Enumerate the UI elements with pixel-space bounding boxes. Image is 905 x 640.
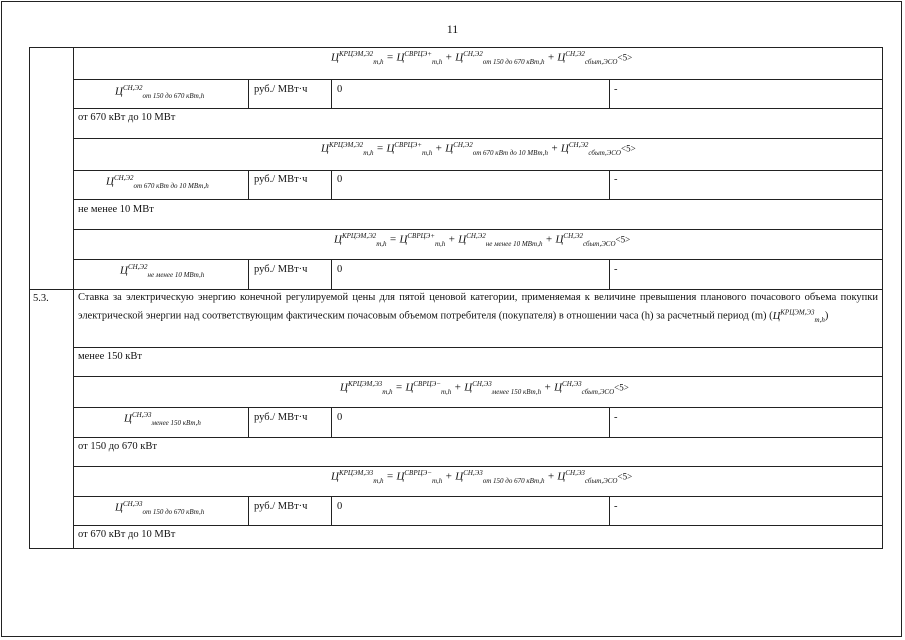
rule xyxy=(248,407,249,437)
band-label: от 670 кВт до 10 МВт xyxy=(78,529,176,540)
item-description: Ставка за электрическую энергию конечной регулируемой цены для пятой ценовой категории, применяемая к величине превышения планового почасового объема покупки электрической энергии над соответствующим фактическим почасовым объемом потребителя (покупателя) в отношении часа (h) за расчетный период (m) $(Ц^{КРЦЭМ,Э3}_{m,h})$ xyxy=(78,292,878,324)
rule xyxy=(73,376,882,377)
value-cell: 0 xyxy=(337,174,343,185)
tariff-symbol: $Ц^{СН,Э3}_{от 150 до 670 кВт,h}$ xyxy=(115,500,205,516)
tariff-symbol: $Ц^{СН,Э2}_{от 150 до 670 кВт,h}$ xyxy=(115,84,205,100)
item-number: 5.3. xyxy=(33,293,49,304)
rule xyxy=(73,199,882,200)
rule xyxy=(73,259,882,260)
value-cell: 0 xyxy=(337,264,343,275)
rule xyxy=(882,47,883,549)
unit-cell: руб./ МВт·ч xyxy=(254,174,308,185)
rule xyxy=(29,47,882,48)
rule xyxy=(331,496,332,525)
extra-cell: - xyxy=(614,264,618,275)
band-label: менее 150 кВт xyxy=(78,351,142,362)
band-label: от 670 кВт до 10 МВт xyxy=(78,112,176,123)
tariff-symbol: $Ц^{СН,Э2}_{не менее 10 МВт,h}$ xyxy=(120,263,205,279)
extra-cell: - xyxy=(614,501,618,512)
rule xyxy=(73,229,882,230)
unit-cell: руб./ МВт·ч xyxy=(254,412,308,423)
rule xyxy=(248,79,249,108)
formula: $Ц^{КРЦЭМ,Э3}_{m,h} = Ц^{СВРЦЭ-}_{m,h} + Ц^{СН,Э3}_{менее 150 кВт,h} + Ц^{СН,Э3}_{сбыт,ЭСО}<5>$ xyxy=(340,380,629,396)
rule xyxy=(73,138,882,139)
unit-cell: руб./ МВт·ч xyxy=(254,84,308,95)
rule xyxy=(73,466,882,467)
rule xyxy=(609,259,610,289)
value-cell: 0 xyxy=(337,501,343,512)
rule xyxy=(29,289,882,290)
rule xyxy=(73,47,74,549)
rule xyxy=(73,407,882,408)
rule xyxy=(609,496,610,525)
band-label: не менее 10 МВт xyxy=(78,204,154,215)
extra-cell: - xyxy=(614,412,618,423)
formula: $Ц^{КРЦЭМ,Э3}_{m,h} = Ц^{СВРЦЭ-}_{m,h} + Ц^{СН,Э3}_{от 150 до 670 кВт,h} + Ц^{СН,Э3}_{сбыт,ЭСО}<5>$ xyxy=(331,469,633,485)
rule xyxy=(73,108,882,109)
formula: $Ц^{КРЦЭМ,Э2}_{m,h} = Ц^{СВРЦЭ+}_{m,h} + Ц^{СН,Э2}_{от 150 до 670 кВт,h} + Ц^{СН,Э2}_{сбыт,ЭСО}<5>$ xyxy=(331,50,633,66)
rule xyxy=(29,47,30,549)
rule xyxy=(73,347,882,348)
rule xyxy=(73,437,882,438)
rule xyxy=(73,170,882,171)
rule xyxy=(331,407,332,437)
page-number: 11 xyxy=(446,22,459,36)
formula: $Ц^{КРЦЭМ,Э2}_{m,h} = Ц^{СВРЦЭ+}_{m,h} + Ц^{СН,Э2}_{не менее 10 МВт,h} + Ц^{СН,Э2}_{сбыт,ЭСО}<5>$ xyxy=(334,232,631,248)
value-cell: 0 xyxy=(337,412,343,423)
unit-cell: руб./ МВт·ч xyxy=(254,501,308,512)
value-cell: 0 xyxy=(337,84,343,95)
rule xyxy=(73,525,882,526)
tariff-symbol: $Ц^{СН,Э3}_{менее 150 кВт,h}$ xyxy=(124,411,201,427)
tariff-symbol: $Ц^{СН,Э2}_{от 670 кВт до 10 МВт,h}$ xyxy=(106,174,209,190)
rule xyxy=(73,79,882,80)
rule xyxy=(331,259,332,289)
rule xyxy=(609,407,610,437)
formula: $Ц^{КРЦЭМ,Э2}_{m,h} = Ц^{СВРЦЭ+}_{m,h} + Ц^{СН,Э2}_{от 670 кВт до 10 МВт,h} + Ц^{СН,Э2}_{сбыт,ЭСО}<5>$ xyxy=(321,141,636,157)
rule xyxy=(248,259,249,289)
rule xyxy=(248,496,249,525)
rule xyxy=(248,170,249,199)
rule xyxy=(331,79,332,108)
unit-cell: руб./ МВт·ч xyxy=(254,264,308,275)
rule xyxy=(609,79,610,108)
extra-cell: - xyxy=(614,174,618,185)
extra-cell: - xyxy=(614,84,618,95)
rule xyxy=(331,170,332,199)
rule xyxy=(73,496,882,497)
rule xyxy=(609,170,610,199)
band-label: от 150 до 670 кВт xyxy=(78,441,157,452)
rule xyxy=(29,548,882,549)
